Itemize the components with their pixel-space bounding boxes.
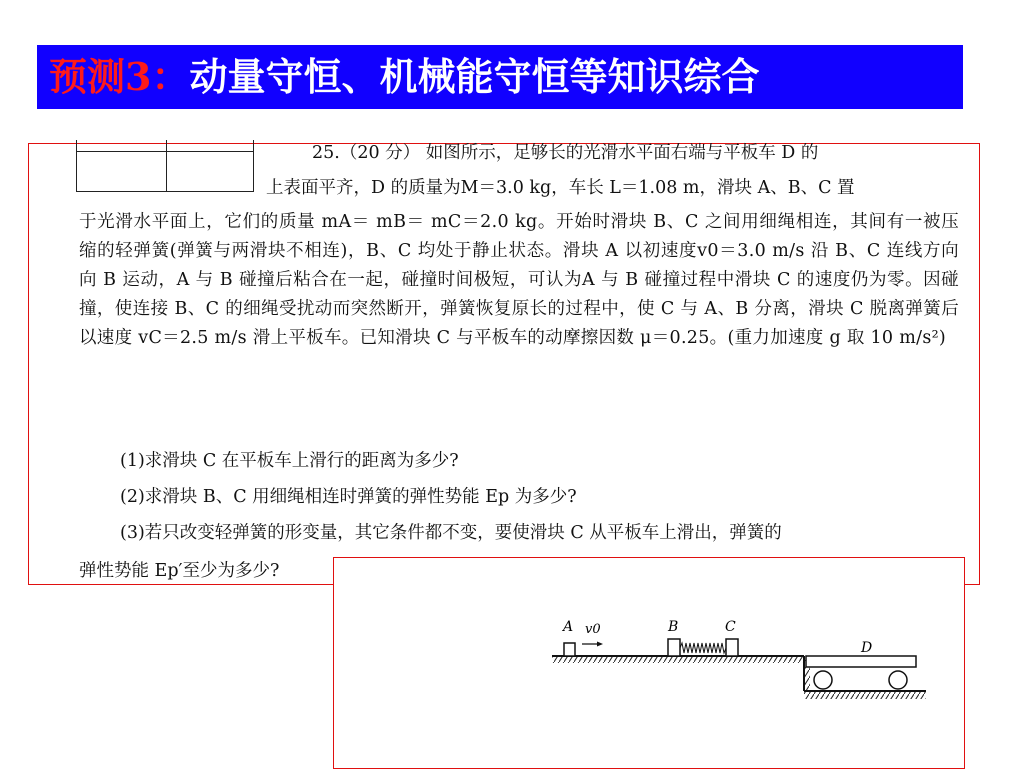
block-a bbox=[564, 643, 575, 656]
cart-d bbox=[806, 656, 916, 667]
question-2: (2)求滑块 B、C 用细绳相连时弹簧的弹性势能 Ep 为多少? bbox=[120, 487, 577, 507]
title-label: 预测3 bbox=[49, 54, 152, 99]
ground-hatch bbox=[552, 656, 804, 663]
problem-line-1: 25.（20 分） 如图所示，足够长的光滑水平面右端与平板车 D 的 bbox=[312, 143, 819, 163]
label-a: A bbox=[563, 619, 574, 635]
title-bar bbox=[37, 45, 963, 109]
cart-wheel-left bbox=[814, 671, 832, 689]
label-b: B bbox=[668, 619, 679, 635]
table-row-divider bbox=[77, 151, 253, 152]
question-1: (1)求滑块 C 在平板车上滑行的距离为多少? bbox=[120, 451, 459, 471]
problem-line-2: 上表面平齐，D 的质量为M＝3.0 kg，车长 L＝1.08 m，滑块 A、B、C 置 bbox=[266, 178, 855, 198]
title-topic: 动量守恒、机械能守恒等知识综合 bbox=[189, 55, 760, 99]
question-3-continued: 弹性势能 Ep′至少为多少? bbox=[79, 561, 280, 581]
cart-wheel-right bbox=[889, 671, 907, 689]
label-v0: v0 bbox=[585, 622, 601, 637]
spring bbox=[680, 643, 726, 653]
figure-frame bbox=[333, 557, 965, 769]
block-b bbox=[668, 639, 680, 656]
block-c bbox=[726, 639, 738, 656]
label-c: C bbox=[725, 619, 736, 635]
table-column-divider bbox=[166, 140, 167, 191]
physics-diagram bbox=[334, 558, 964, 768]
slide-title bbox=[49, 54, 759, 100]
question-3: (3)若只改变轻弹簧的形变量，其它条件都不变，要使滑块 C 从平板车上滑出，弹簧的 bbox=[120, 523, 782, 543]
arrow-head-icon bbox=[597, 642, 603, 647]
title-colon: ： bbox=[151, 55, 190, 99]
lower-floor-hatch bbox=[804, 692, 926, 699]
label-d: D bbox=[861, 640, 873, 656]
problem-body: 于光滑水平面上，它们的质量 mA＝ mB＝ mC＝2.0 kg。开始时滑块 B、C 之间用细绳相连，其间有一被压缩的轻弹簧(弹簧与两滑块不相连)，B、C 均处于静止状态。滑块 A 以初速度v0＝3.0 m/s 沿 B、C 连线方向向 B 运动，A 与 B 碰撞后粘合在一起，碰撞时间极短，可认为A 与 B 碰撞过程中滑块 C 的速度仍为零。因碰撞，使连接 B、C 的细绳受扰动而突然断开，弹簧恢复原长的过程中，使 C 与 A、B 分离，滑块 C 脱离弹簧后以速度 vC＝2.5 m/s 滑上平板车。已知滑块 C 与平板车的动摩擦因数 μ＝0.25。(重力加速度 g 取 10 m/s²) bbox=[79, 212, 959, 348]
table-fragment bbox=[76, 140, 254, 192]
